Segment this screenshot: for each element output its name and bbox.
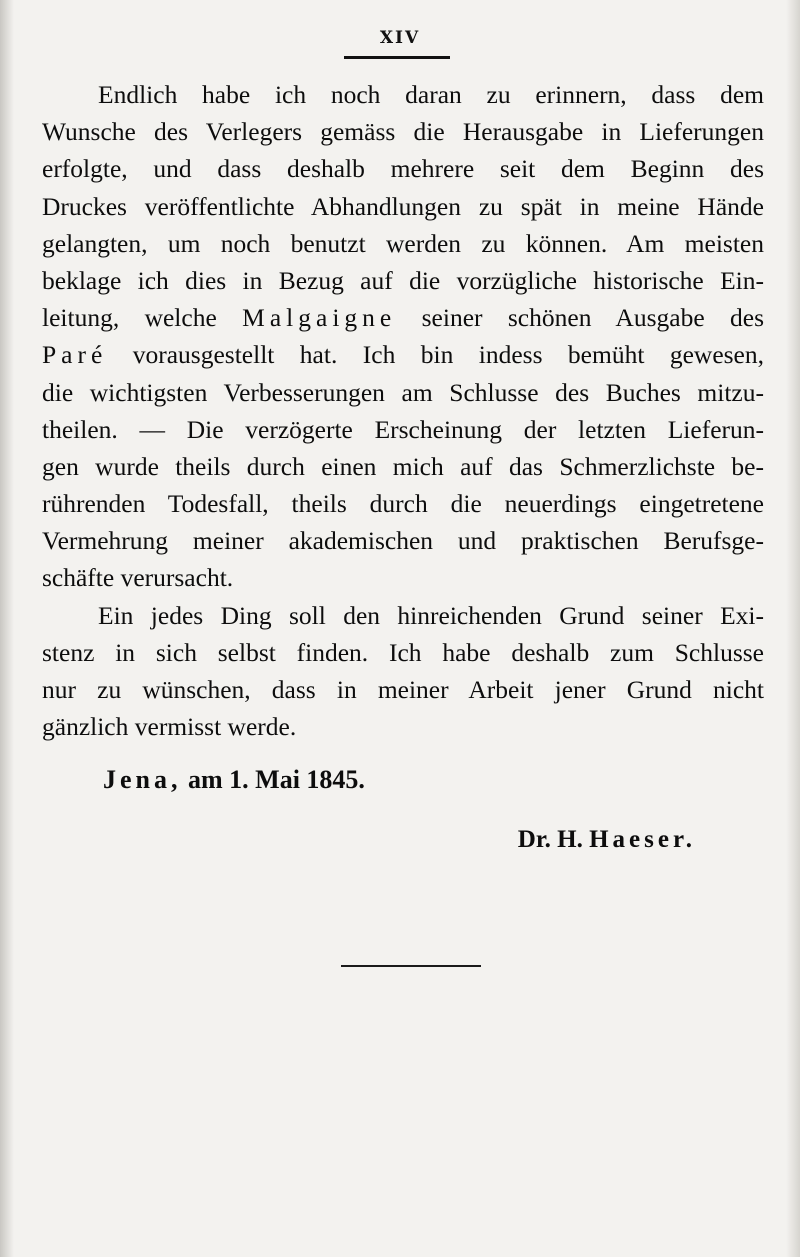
left-page-edge (0, 0, 14, 1257)
text-line: erfolgte, und dass deshalb mehrere seit dem Beginn des (42, 154, 764, 184)
text-line: die wichtigsten Verbesserungen am Schlusse des Buches mitzu- (42, 377, 764, 407)
text-line: gänzlich vermisst werde. (42, 712, 297, 742)
text-line: rührenden Todesfall, theils durch die neuerdings eingetretene (42, 489, 764, 519)
text-line: nur zu wünschen, dass in meiner Arbeit jener Grund nicht (42, 675, 764, 704)
header-rule (344, 56, 450, 59)
text-fragment: vorausgestellt hat. Ich bin indess bemüht gewesen, (132, 340, 765, 370)
text-line (42, 336, 764, 373)
text-line: Ein jedes Ding soll den hinreichenden Grund seiner Exi- (98, 600, 764, 630)
text-line: Vermehrung meiner akademischen und praktischen Berufsge- (42, 526, 764, 556)
text-line: beklage ich dies in Bezug auf die vorzügliche historische Ein- (42, 265, 764, 295)
text-fragment: leitung, welche (42, 303, 217, 333)
text-line: theilen. — Die verzögerte Erscheinung der letzten Lieferun- (42, 414, 764, 444)
date: am 1. Mai 1845. (188, 765, 365, 794)
text-line: Endlich habe ich noch daran zu erinnern, dass dem (98, 80, 764, 109)
place: Jena, (103, 765, 182, 794)
closing-rule (341, 965, 481, 967)
text-line: Wunsche des Verlegers gemäss die Herausgabe in Lieferungen (42, 117, 764, 147)
author-signature (518, 826, 696, 854)
place-and-date (103, 765, 365, 795)
author-name-pare: Paré (42, 340, 108, 370)
author-name-malgaigne: Malgaigne (242, 303, 397, 333)
right-page-edge (786, 0, 800, 1257)
text-line: schäfte verursacht. (42, 563, 234, 593)
author-surname: Haeser. (589, 826, 696, 853)
preface-text (42, 76, 764, 745)
text-line: stenz in sich selbst finden. Ich habe deshalb zum Schlusse (42, 637, 764, 667)
text-line: Druckes veröffentlichte Abhandlungen zu spät in meine Hände (42, 191, 764, 221)
text-line: gelangten, um noch benutzt werden zu können. Am meisten (42, 228, 764, 258)
page-number: XIV (379, 28, 421, 48)
text-line: gen wurde theils durch einen mich auf das Schmerzlichste be- (42, 451, 764, 481)
author-initials: Dr. H. (517, 826, 583, 853)
text-line (42, 299, 764, 336)
text-fragment: seiner schönen Ausgabe des (421, 303, 765, 333)
